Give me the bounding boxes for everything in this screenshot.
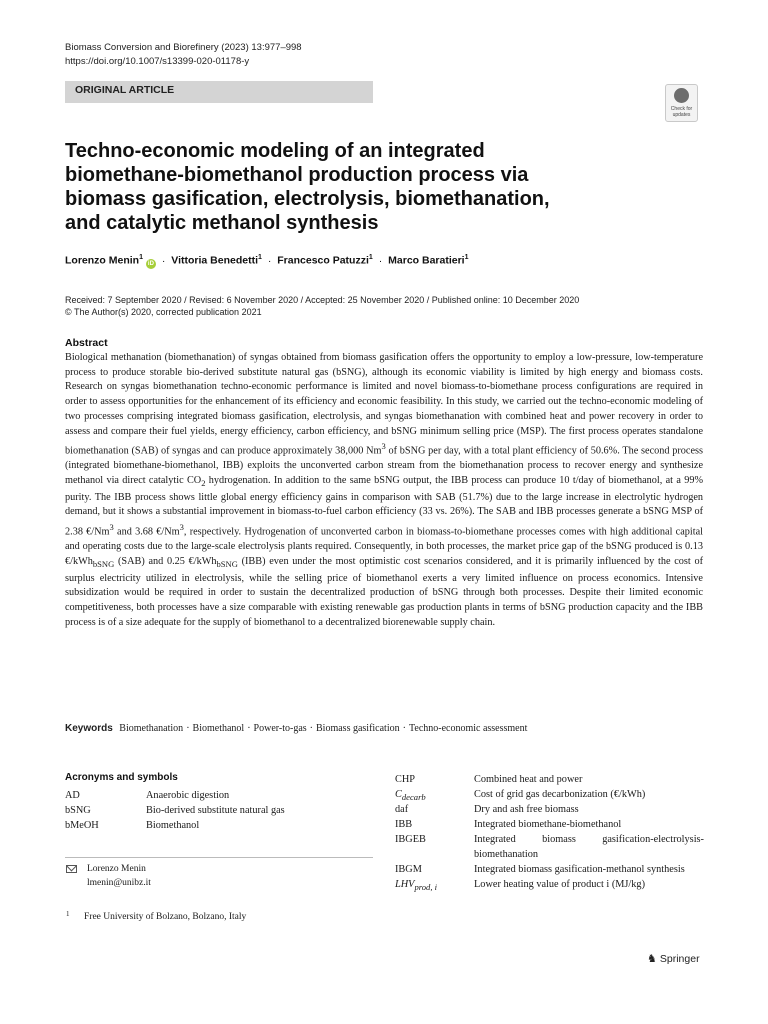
publisher-logo[interactable] [647, 952, 700, 965]
author-affiliation-mark: 1 [464, 254, 469, 261]
acronym-row [395, 772, 715, 787]
badge-line-1: Check for [670, 106, 693, 112]
abstract-heading: Abstract [65, 337, 108, 349]
acronym-definition: Anaerobic digestion [146, 790, 230, 801]
copyright-line: © The Author(s) 2020, corrected publication 2021 [65, 307, 262, 317]
corresponding-author-name: Lorenzo Menin [87, 864, 146, 874]
acronym-row [395, 817, 715, 832]
author-separator: · [267, 254, 272, 267]
article-title: Techno-economic modeling of an integrated biomethane-biomethanol production process via biomass gasification, electrolysis, biomethanation, and catalytic methanol synthesis [65, 140, 550, 234]
author-name[interactable]: Francesco Patuzzi [277, 254, 369, 267]
acronym-row [395, 877, 715, 892]
publication-dates: Received: 7 September 2020 / Revised: 6 November 2020 / Accepted: 25 November 2020 / Published online: 10 December 2020 [65, 295, 580, 305]
check-for-updates-icon [674, 88, 689, 103]
keyword[interactable]: Power-to-gas [253, 723, 307, 734]
acronym-abbr: bSNG [65, 805, 91, 816]
acronym-definition: Integrated biomass gasification-electrolysis-biomethanation [474, 834, 704, 860]
badge-line-2: updates [672, 112, 691, 118]
acronym-abbr: AD [65, 790, 80, 801]
author-name[interactable]: Vittoria Benedetti [171, 254, 259, 267]
acronym-row [395, 862, 715, 877]
affiliation-number: 1 [66, 910, 70, 918]
keyword-separator: · [186, 723, 190, 734]
acronym-abbr: daf [395, 804, 409, 815]
check-for-updates-badge[interactable] [665, 84, 698, 122]
author-name[interactable]: Lorenzo Menin [65, 254, 140, 267]
author-affiliation-mark: 1 [258, 254, 262, 261]
keywords-label: Keywords [65, 723, 113, 734]
keyword[interactable]: Biomass gasification [316, 723, 400, 734]
acronym-row [395, 832, 715, 862]
acronym-definition: Combined heat and power [474, 774, 583, 785]
acronym-row [395, 802, 715, 817]
acronym-definition: Bio-derived substitute natural gas [146, 805, 285, 816]
corresponding-author [87, 862, 151, 890]
acronym-definition: Integrated biomass gasification-methanol synthesis [474, 864, 685, 875]
corresponding-author-email[interactable]: lmenin@unibz.it [87, 878, 151, 888]
acronym-abbr-symbol: $C_{decarb}$ [395, 789, 426, 803]
abstract-body: Biological methanation (biomethanation) of syngas obtained from biomass gasification offers the opportunity to employ a low-pressure, low-temperature process to produce storable bio-derived substitute natural gas (bSNG), although its economic viability is limited by high energy and biomass costs. Research on syngas biomethanation techno-economic performance is limited and novel biomass-to-biomethane process configurations are required in order to assess opportunities for the enhancement of its efficiency and economic feasibility. In this study, we carried out the techno-economic modeling of two processes comprising integrated biomass gasification, electrolysis, and syngas biomethanation with combined heat and power recovery in order to assess and compare their fuel yields, energy efficiency, carbon efficiency, and bSNG minimum selling price (MSP). The first process operates standalone biomethanation (SAB) of syngas and can produce approximately 38,000 Nm$^3$ of bSNG per day, with a total plant efficiency of 50.6%. The second process (integrated biomethane-biomethanol, IBB) exploits the unconverted carbon stream from the biomethanation process to recover energy and synthesize methanol via direct catalytic $CO_2$ hydrogenation. In addition to the same bSNG output, the IBB process can produce 10 t/day of biomethanol, at a 99% purity. The IBB process shows little global energy efficiency gains in comparison with SAB (51.7%) due to the large increase in electrolytic hydrogen demand, but it shows a substantial improvement in biomass-to-fuel carbon efficiency (33 vs. 26%). The SAB and IBB processes generate a bSNG MSP of 2.38 €/Nm$^3$ and 3.68 €/Nm$^3$, respectively. Hydrogenation of unconverted carbon in biomass-to-biomethane processes comes with high additional capital and operating costs due to the large-scale electrolysis plants required. Consequently, in both processes, the market price gap of the bSNG produced is 0.13 €/kWh$_{bSNG}$ (SAB) and 0.25 €/kWh$_{bSNG}$ (IBB) even under the most optimistic cost scenarios considered, and it is primarily influenced by the cost of surplus electricity utilized in electrolysis, while the selling price of biomethanol exerts a very limited influence on process economics. Intensive subsidization would be required in order to sustain the decentralized production of bSNG through both processes. Despite their limited economic competitiveness, both processes have a size comparable with existing renewable gas production plants in terms of bSNG production capacity and the IBB process is of a size adequate for the supply of biomethanol to a decentralized biorenewable supply chain. [65, 352, 704, 628]
publication-history [65, 294, 579, 318]
keyword-separator: · [402, 723, 406, 734]
acronym-definition: Cost of grid gas decarbonization (€/kWh) [474, 789, 646, 800]
acronym-abbr: IBB [395, 819, 413, 830]
springer-horse-icon: ♞ [647, 953, 657, 965]
doi-link[interactable]: https://doi.org/10.1007/s13399-020-01178-y [65, 56, 250, 67]
keywords-line [65, 723, 527, 734]
journal-citation: Biomass Conversion and Biorefinery (2023) 13:977–998 [65, 42, 302, 53]
mail-icon [66, 865, 77, 873]
keyword[interactable]: Biomethanation [119, 723, 184, 734]
publisher-name: Springer [659, 953, 700, 965]
keyword-separator: · [247, 723, 251, 734]
acronym-definition: Integrated biomethane-biomethanol [474, 819, 622, 830]
acronym-abbr: CHP [395, 774, 416, 785]
acronym-row [395, 787, 715, 802]
acronym-abbr-symbol: $LHV_{prod, i}$ [395, 879, 438, 893]
acronym-definition: Biomethanol [146, 820, 200, 831]
article-type-banner: ORIGINAL ARTICLE [65, 81, 373, 103]
acronym-definition: Lower heating value of product i (MJ/kg) [474, 879, 645, 890]
acronym-abbr: IBGEB [395, 834, 426, 845]
author-affiliation-mark: 1 [368, 254, 373, 261]
author-separator: · [378, 254, 383, 267]
acronym-abbr: bMeOH [65, 820, 99, 831]
orcid-icon[interactable]: iD [147, 260, 154, 267]
footnote-divider [65, 857, 373, 858]
acronym-definition: Dry and ash free biomass [474, 804, 579, 815]
affiliation-text: Free University of Bolzano, Bolzano, Italy [84, 912, 247, 922]
author-separator: · [161, 254, 166, 267]
keyword-separator: · [309, 723, 314, 734]
author-affiliation-mark: 1 [139, 254, 143, 261]
keyword[interactable]: Techno-economic assessment [408, 723, 528, 734]
author-name[interactable]: Marco Baratieri [388, 254, 465, 267]
acronyms-list-right [395, 772, 715, 892]
author-list [65, 254, 469, 269]
acronym-abbr: IBGM [395, 864, 422, 875]
journal-header [65, 41, 302, 69]
badge-label [665, 106, 698, 118]
keyword[interactable]: Biomethanol [192, 723, 245, 734]
acronyms-heading: Acronyms and symbols [65, 772, 178, 783]
